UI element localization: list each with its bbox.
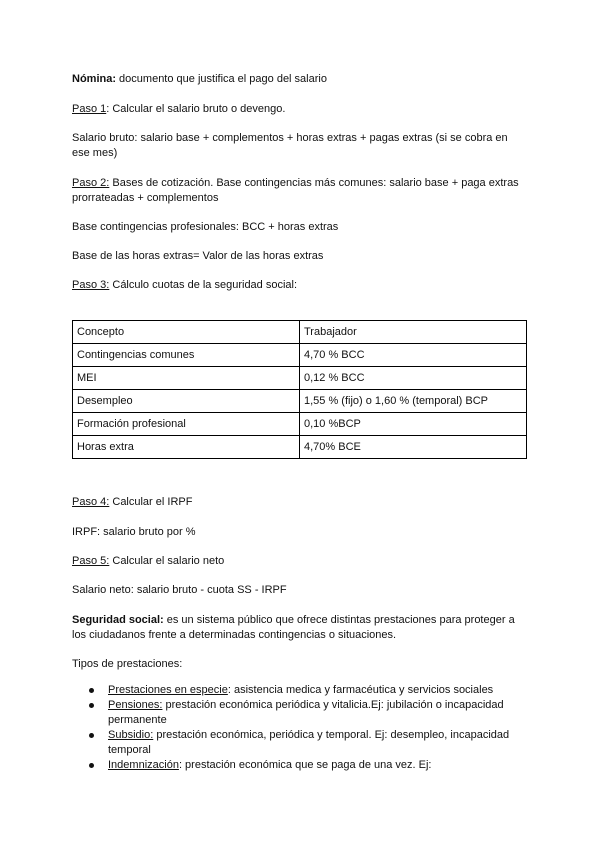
seguridad-social-definition — [72, 613, 528, 643]
prestacion-term: Prestaciones en especie — [108, 684, 228, 696]
table-cell: 4,70% BCE — [300, 436, 527, 459]
table-cell: 1,55 % (fijo) o 1,60 % (temporal) BCP — [300, 390, 527, 413]
bullet-icon — [89, 763, 94, 768]
nomina-definition — [72, 72, 528, 87]
table-row — [73, 390, 527, 413]
table-cell: MEI — [73, 367, 300, 390]
paso4-label: Paso 4: — [72, 496, 110, 508]
base-horas-line: Base de las horas extras= Valor de las horas extras — [72, 250, 324, 262]
bullet-icon — [89, 733, 94, 738]
paso3-text: Cálculo cuotas de la seguridad social: — [109, 279, 298, 291]
list-item — [72, 728, 528, 758]
cuotas-table — [72, 320, 527, 459]
paso2-text: Bases de cotización. Base contingencias más comunes: salario base + paga extras prorrateadas + complementos — [72, 177, 519, 204]
paso3-line — [72, 278, 528, 293]
table-row — [73, 344, 527, 367]
irpf-line: IRPF: salario bruto por % — [72, 526, 196, 538]
paso2-label: Paso 2: — [72, 177, 110, 189]
paso1-line — [72, 102, 528, 117]
paso5-line — [72, 554, 528, 569]
table-cell: Formación profesional — [73, 413, 300, 436]
nomina-def: documento que justifica el pago del salario — [116, 73, 327, 85]
bullet-icon — [89, 703, 94, 708]
paso1-text: : Calcular el salario bruto o devengo. — [106, 103, 286, 115]
table-row — [73, 413, 527, 436]
prestacion-text: prestación económica, periódica y temporal. Ej: desempleo, incapacidad temporal — [108, 729, 510, 756]
list-item — [72, 683, 528, 698]
paso3-label: Paso 3: — [72, 279, 110, 291]
table-header-row — [73, 321, 527, 344]
tipos-heading: Tipos de prestaciones: — [72, 658, 183, 670]
table-cell: Horas extra — [73, 436, 300, 459]
table-row — [73, 436, 527, 459]
salario-neto-line: Salario neto: salario bruto - cuota SS - IRPF — [72, 584, 287, 596]
paso1-label: Paso 1 — [72, 103, 107, 115]
paso2-line — [72, 176, 528, 206]
base-profesionales-line: Base contingencias profesionales: BCC + horas extras — [72, 221, 339, 233]
seguridad-term: Seguridad social: — [72, 614, 164, 626]
list-item — [72, 758, 528, 773]
table-row — [73, 367, 527, 390]
table-cell: Contingencias comunes — [73, 344, 300, 367]
table-cell: 4,70 % BCC — [300, 344, 527, 367]
prestacion-term: Pensiones: — [108, 699, 163, 711]
table-header-cell: Concepto — [73, 321, 300, 344]
salario-bruto-line: Salario bruto: salario base + complementos + horas extras + pagas extras (si se cobra en ese mes) — [72, 132, 508, 159]
nomina-term: Nómina: — [72, 73, 116, 85]
seguridad-def: es un sistema público que ofrece distintas prestaciones para proteger a los ciudadanos frente a determinadas contingencias o situaciones. — [72, 614, 515, 641]
paso5-text: Calcular el salario neto — [109, 555, 225, 567]
prestacion-text: prestación económica periódica y vitalicia.Ej: jubilación o incapacidad permanente — [108, 699, 504, 726]
table-cell: 0,12 % BCC — [300, 367, 527, 390]
bullet-icon — [89, 688, 94, 693]
table-cell: Desempleo — [73, 390, 300, 413]
prestacion-text: : asistencia medica y farmacéutica y servicios sociales — [227, 684, 494, 696]
prestacion-text: : prestación económica que se paga de una vez. Ej: — [178, 759, 432, 771]
paso5-label: Paso 5: — [72, 555, 110, 567]
list-item — [72, 698, 528, 728]
paso4-line — [72, 495, 528, 510]
table-header-cell: Trabajador — [300, 321, 527, 344]
prestacion-term: Indemnización — [108, 759, 179, 771]
table-cell: 0,10 %BCP — [300, 413, 527, 436]
prestaciones-list — [72, 683, 528, 773]
paso4-text: Calcular el IRPF — [109, 496, 193, 508]
prestacion-term: Subsidio: — [108, 729, 154, 741]
